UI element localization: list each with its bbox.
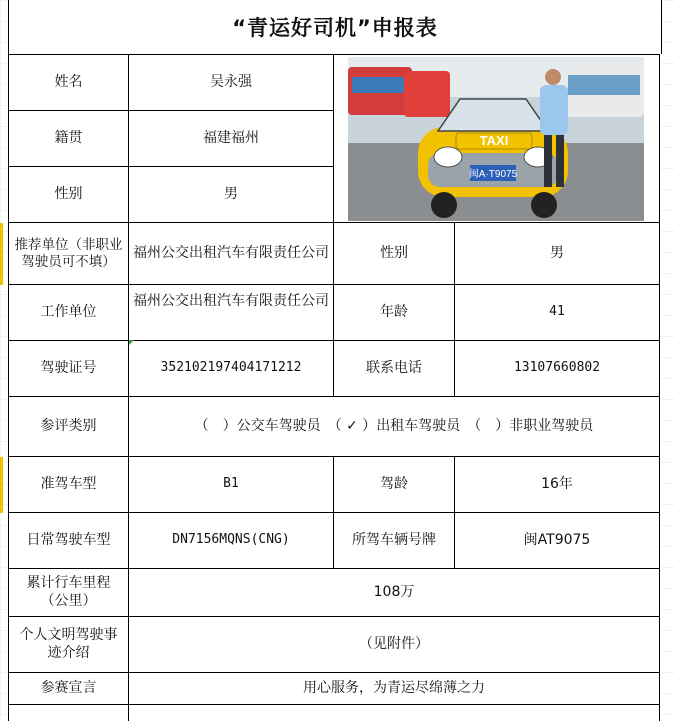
row-selection-marker (0, 457, 3, 513)
page-title: “青运好司机”申报表 (8, 0, 662, 54)
name-label: 姓名 (9, 55, 129, 111)
phone-value[interactable]: 13107660802 (455, 341, 660, 397)
vehicle-type-label: 准驾车型 (9, 457, 129, 513)
recommender-label: 推荐单位（非职业驾驶员可不填） (9, 223, 129, 285)
phone-label: 联系电话 (334, 341, 455, 397)
mileage-value[interactable]: 108万 (129, 569, 660, 617)
row-selection-marker (0, 223, 3, 285)
recommender-value[interactable]: 福州公交出租汽车有限责任公司 (129, 223, 334, 285)
declaration-value[interactable]: 用心服务，为青运尽绵薄之力 (129, 673, 660, 705)
plate-text: 闽A·T9075 (468, 169, 518, 180)
empty-row-value[interactable] (129, 705, 660, 721)
gender2-label: 性别 (334, 223, 455, 285)
taxi-driver-image (348, 57, 644, 221)
gender-value[interactable]: 男 (129, 167, 334, 223)
work-label: 工作单位 (9, 285, 129, 341)
name-value[interactable]: 吴永强 (129, 55, 334, 111)
taxi-sign-text: TAXI (479, 133, 509, 148)
driving-age-value[interactable]: 16年 (455, 457, 660, 513)
daily-vehicle-value[interactable]: DN7156MQNS(CNG) (129, 513, 334, 569)
gender2-value[interactable]: 男 (455, 223, 660, 285)
work-value[interactable]: 福州公交出租汽车有限责任公司 (129, 285, 334, 341)
license-value[interactable]: 352102197404171212 (129, 341, 334, 397)
mileage-label: 累计行车里程（公里） (9, 569, 129, 617)
age-value[interactable]: 41 (455, 285, 660, 341)
plate-value[interactable]: 闽AT9075 (455, 513, 660, 569)
category-value[interactable]: （ ）公交车驾驶员 （ ✓ ）出租车驾驶员 （ ）非职业驾驶员 (129, 397, 660, 457)
age-label: 年龄 (334, 285, 455, 341)
native-label: 籍贯 (9, 111, 129, 167)
vehicle-type-value[interactable]: B1 (129, 457, 334, 513)
daily-vehicle-label: 日常驾驶车型 (9, 513, 129, 569)
driver-photo[interactable] (348, 57, 644, 221)
native-value[interactable]: 福建福州 (129, 111, 334, 167)
declaration-label: 参赛宣言 (9, 673, 129, 705)
category-label: 参评类别 (9, 397, 129, 457)
deeds-label: 个人文明驾驶事迹介绍 (9, 617, 129, 673)
deeds-value[interactable]: （见附件） (129, 617, 660, 673)
driving-age-label: 驾龄 (334, 457, 455, 513)
empty-row-label (9, 705, 129, 721)
license-label: 驾驶证号 (9, 341, 129, 397)
gender-label: 性别 (9, 167, 129, 223)
cell-comment-marker (129, 340, 134, 345)
plate-label: 所驾车辆号牌 (334, 513, 455, 569)
